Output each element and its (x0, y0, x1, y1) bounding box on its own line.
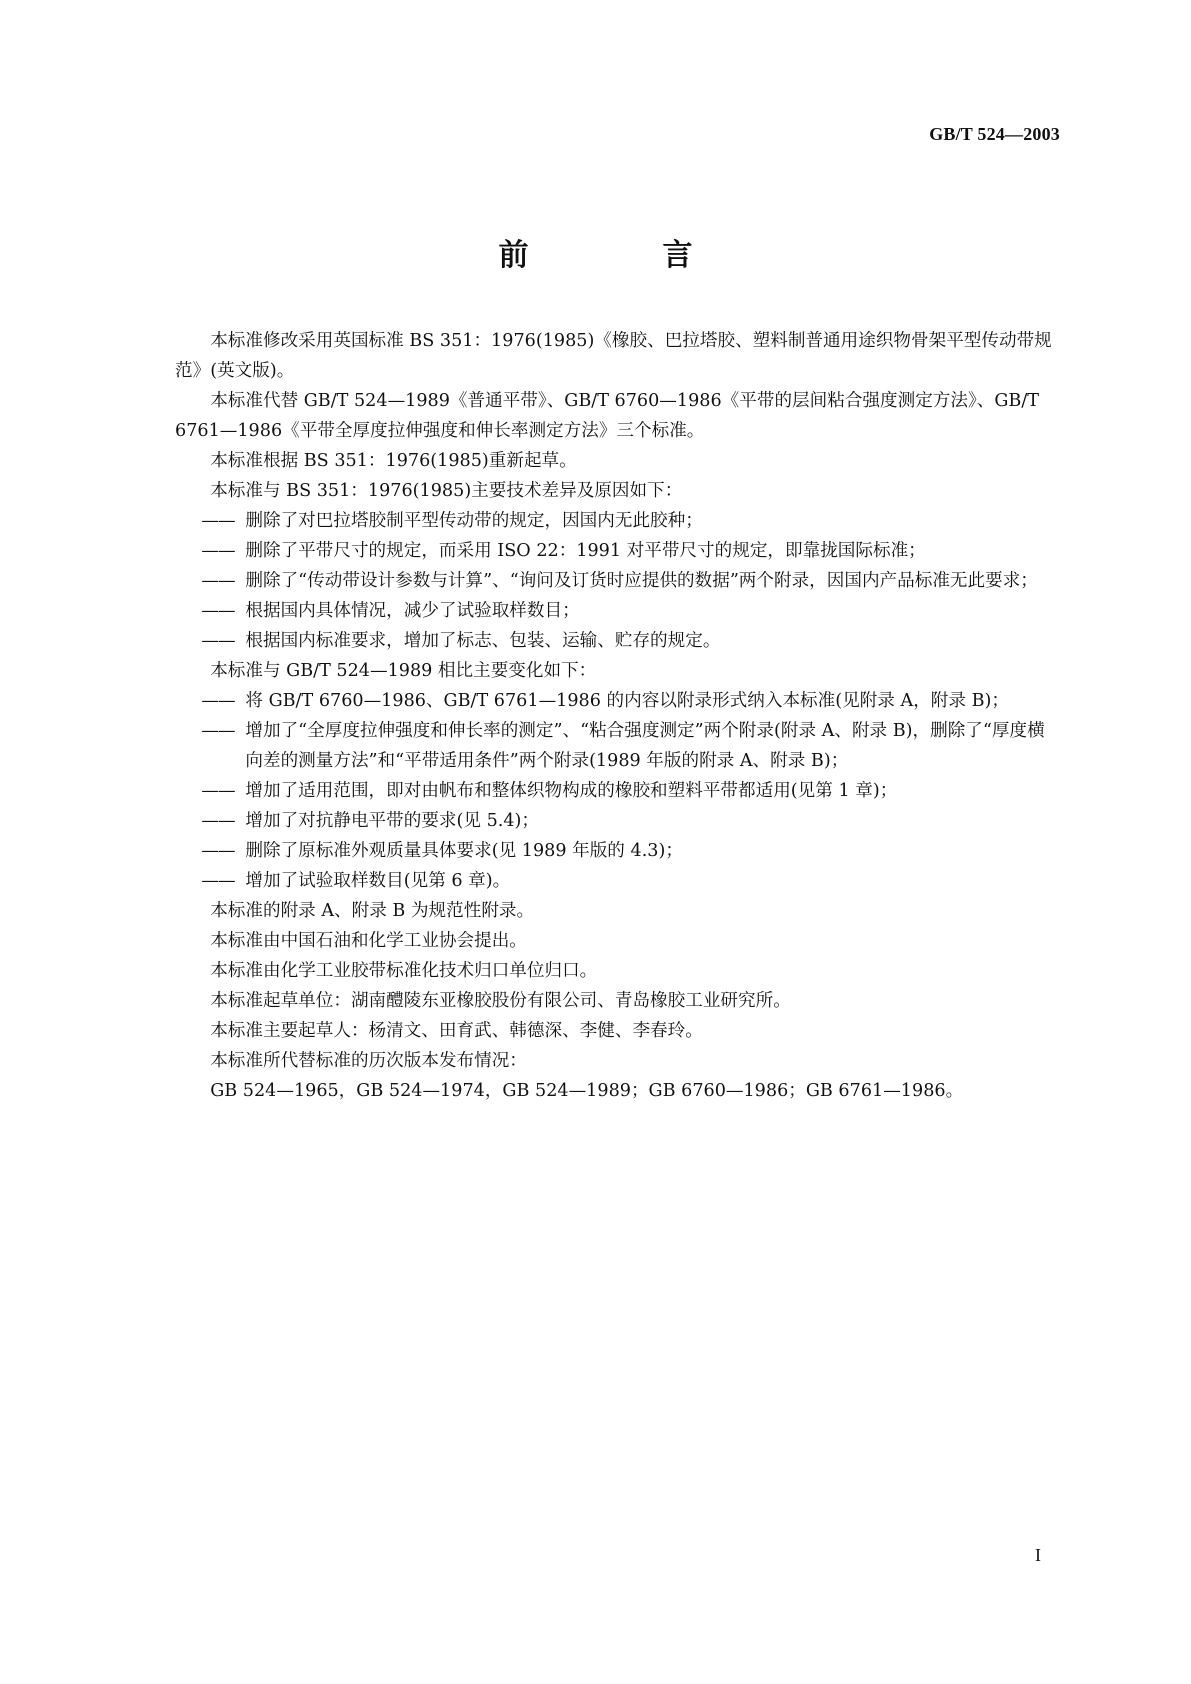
paragraph: 本标准根据 BS 351：1976(1985)重新起草。 (210, 451, 577, 471)
dash-mark: —— (201, 691, 235, 711)
list-item (175, 776, 1055, 806)
list-item (175, 686, 1055, 716)
list-item (175, 626, 1055, 656)
list-item-text: 根据国内标准要求，增加了标志、包装、运输、贮存的规定。 (245, 631, 721, 651)
list-item-text: 增加了适用范围，即对由帆布和整体织物构成的橡胶和塑料平带都适用(见第 1 章)； (245, 781, 898, 801)
paragraph: 本标准主要起草人：杨清文、田育武、韩德深、李健、李春玲。 (210, 1021, 703, 1041)
paragraph: 本标准的附录 A、附录 B 为规范性附录。 (210, 901, 535, 921)
list-item (175, 716, 1055, 776)
list-item-text: 将 GB/T 6760—1986、GB/T 6761—1986 的内容以附录形式纳入本标准(见附录 A，附录 B)； (245, 691, 1009, 711)
paragraph: 本标准代替 GB/T 524—1989《普通平带》、GB/T 6760—1986《平带的层间粘合强度测定方法》、GB/T 6761—1986《平带全厚度拉伸强度和伸长率测定方法》三个标准。 (175, 391, 1040, 441)
paragraph: 本标准所代替标准的历次版本发布情况： (210, 1051, 527, 1071)
list-item-text: 删除了平带尺寸的规定，而采用 ISO 22：1991 对平带尺寸的规定，即靠拢国际标准； (245, 541, 926, 561)
dash-mark: —— (201, 841, 235, 861)
paragraph: 本标准由中国石油和化学工业协会提出。 (210, 931, 527, 951)
dash-mark: —— (201, 631, 235, 651)
paragraph: 本标准起草单位：湖南醴陵东亚橡胶股份有限公司、青岛橡胶工业研究所。 (210, 991, 791, 1011)
paragraph: 本标准修改采用英国标准 BS 351：1976(1985)《橡胶、巴拉塔胶、塑料制普通用途织物骨架平型传动带规范》(英文版)。 (175, 331, 1052, 381)
dash-mark: —— (201, 511, 235, 531)
dash-mark: —— (201, 541, 235, 561)
paragraph: 本标准由化学工业胶带标准化技术归口单位归口。 (210, 961, 598, 981)
list-item-text: 增加了对抗静电平带的要求(见 5.4)； (245, 811, 540, 831)
list-item (175, 596, 1055, 626)
foreword-body (175, 326, 1055, 1106)
paragraph: GB 524—1965，GB 524—1974，GB 524—1989；GB 6760—1986；GB 6761—1986。 (210, 1081, 964, 1101)
dash-mark: —— (201, 721, 235, 741)
list-item (175, 506, 1055, 536)
list-item (175, 806, 1055, 836)
list-item (175, 566, 1055, 596)
list-item (175, 536, 1055, 566)
list-item (175, 866, 1055, 896)
dash-mark: —— (201, 811, 235, 831)
list-item (175, 836, 1055, 866)
list-item-text: 增加了试验取样数目(见第 6 章)。 (245, 871, 511, 891)
standard-code: GB/T 524—2003 (929, 124, 1060, 144)
dash-mark: —— (201, 601, 235, 621)
dash-mark: —— (201, 871, 235, 891)
list-item-text: 删除了对巴拉塔胶制平型传动带的规定，因国内无此胶种； (245, 511, 703, 531)
paragraph: 本标准与 GB/T 524—1989 相比主要变化如下： (210, 661, 597, 681)
paragraph: 本标准与 BS 351：1976(1985)主要技术差异及原因如下： (210, 481, 683, 501)
dash-mark: —— (201, 781, 235, 801)
list-item-text: 增加了“全厚度拉伸强度和伸长率的测定”、“粘合强度测定”两个附录(附录 A、附录 B)，删除了“厚度横向差的测量方法”和“平带适用条件”两个附录(1989 年版的附录 A、附录 B)； (245, 721, 1045, 771)
list-item-text: 删除了“传动带设计参数与计算”、“询问及订货时应提供的数据”两个附录，因国内产品标准无此要求； (245, 571, 1038, 591)
page-title: 前 言 (498, 238, 745, 273)
list-item-text: 删除了原标准外观质量具体要求(见 1989 年版的 4.3)； (245, 841, 683, 861)
dash-mark: —— (201, 571, 235, 591)
list-item-text: 根据国内具体情况，减少了试验取样数目； (245, 601, 580, 621)
page-number: I (1035, 1545, 1041, 1565)
